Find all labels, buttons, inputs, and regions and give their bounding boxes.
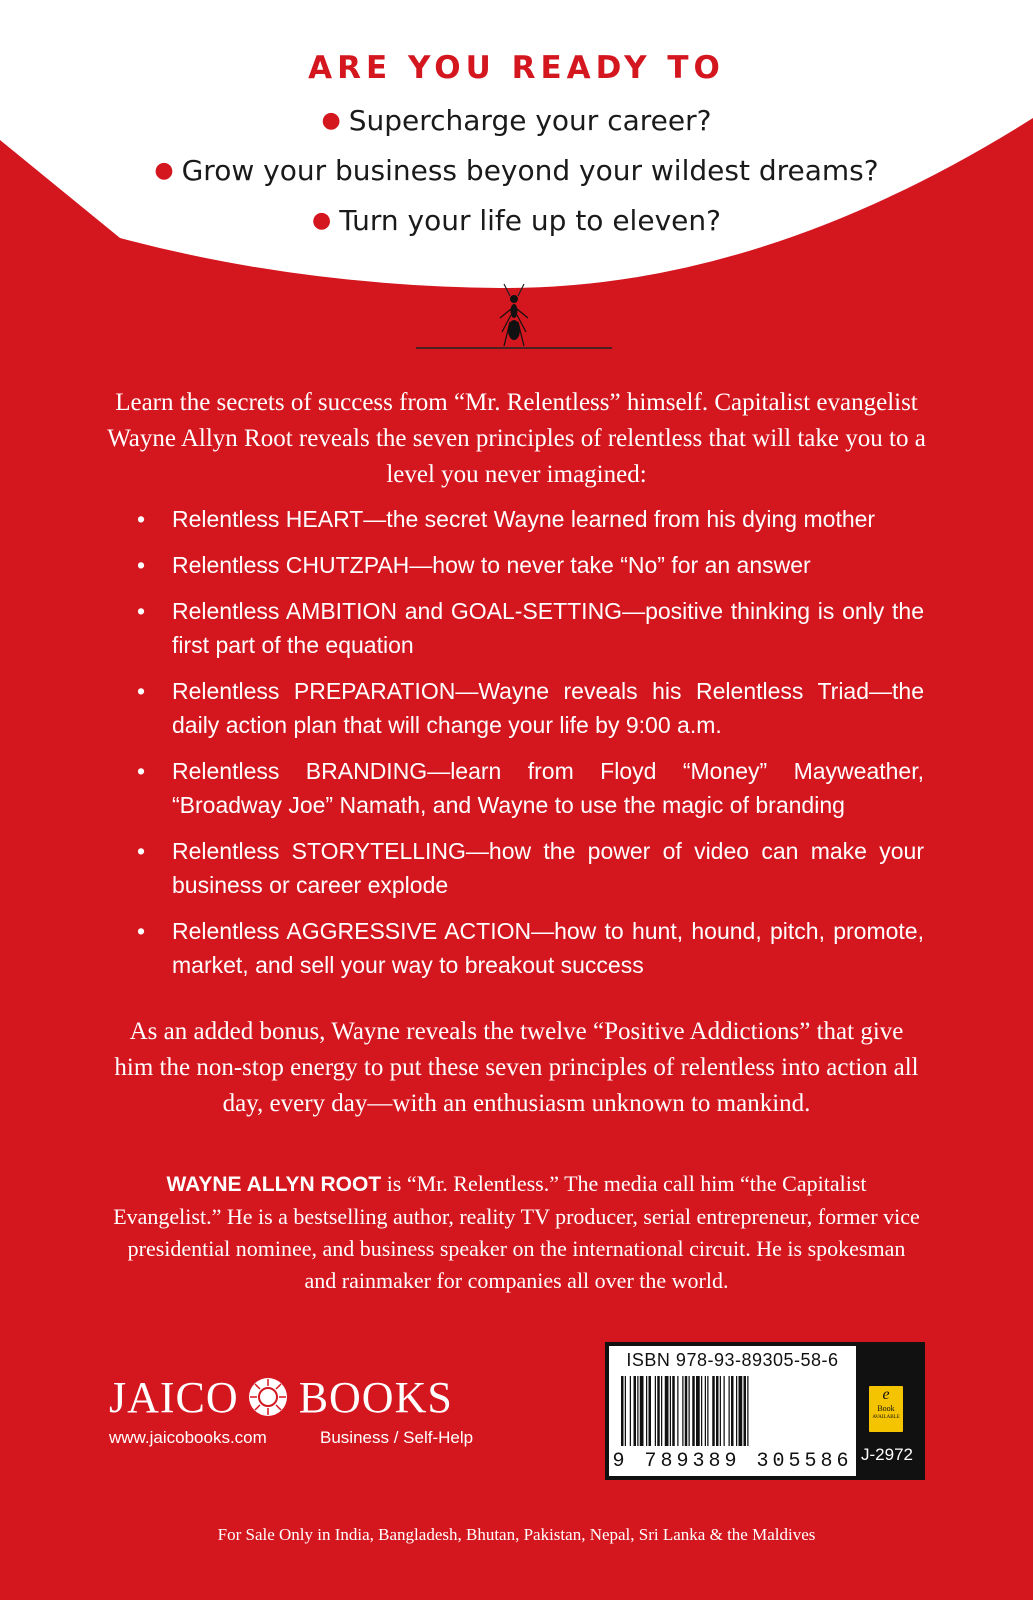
list-item: • Relentless STORYTELLING—how the power of video can make your business or career explode	[137, 838, 924, 898]
header-white-curve	[0, 0, 1033, 300]
ebook-available-icon: e Book AVAILABLE	[867, 1384, 905, 1434]
list-item: • Relentless AGGRESSIVE ACTION—how to hunt, hound, pitch, promote, market, and sell your way to breakout success	[137, 918, 924, 978]
barcode-panel	[605, 1342, 925, 1480]
header-title: ARE YOU READY TO	[308, 50, 725, 86]
barcode-icon	[621, 1376, 849, 1446]
list-item: • Relentless AMBITION and GOAL-SETTING—positive thinking is only the first part of the equation	[137, 598, 924, 658]
list-item: • Relentless CHUTZPAH—how to never take “No” for an answer	[137, 552, 811, 578]
question-3: ● Turn your life up to eleven?	[312, 204, 721, 237]
red-dot-icon: ●	[321, 108, 341, 133]
list-item: • Relentless BRANDING—learn from Floyd “Money” Mayweather, “Broadway Joe” Namath, and Wayne to use the magic of branding	[137, 758, 924, 818]
principles-list	[137, 502, 924, 994]
list-item: • Relentless HEART—the secret Wayne learned from his dying mother	[137, 506, 876, 532]
ant-illustration	[416, 282, 612, 354]
list-item: • Relentless PREPARATION—Wayne reveals his Relentless Triad—the daily action plan that will change your life by 9:00 a.m.	[137, 678, 924, 738]
catalog-code: J-2972	[861, 1445, 913, 1464]
intro-paragraph: Learn the secrets of success from “Mr. Relentless” himself. Capitalist evangelist Wayne Allyn Root reveals the seven principles of relentless that will take you to a level you never imagined:	[107, 389, 926, 488]
publisher-logo: JAICO BOOKS	[109, 1372, 453, 1422]
question-1: ● Supercharge your career?	[321, 104, 712, 137]
red-dot-icon: ●	[154, 158, 174, 183]
publisher-website: www.jaicobooks.com	[109, 1428, 267, 1447]
author-name: WAYNE ALLYN ROOT	[166, 1173, 382, 1196]
sale-territory-note: For Sale Only in India, Bangladesh, Bhutan, Pakistan, Nepal, Sri Lanka & the Maldives	[217, 1525, 816, 1544]
book-category: Business / Self-Help	[320, 1428, 474, 1447]
red-dot-icon: ●	[312, 208, 332, 233]
author-bio: WAYNE ALLYN ROOT is “Mr. Relentless.” The media call him “the Capitalist Evangelist.” He is a bestselling author, reality TV producer, serial entrepreneur, former vice presidential nominee, and business speaker on the international circuit. He is spokesman and rainmaker for companies all over the world.	[113, 1171, 920, 1293]
sun-logo-icon	[247, 1376, 289, 1418]
isbn-number: ISBN 978-93-89305-58-6	[626, 1350, 839, 1370]
question-2: ● Grow your business beyond your wildest dreams?	[154, 154, 879, 187]
bonus-paragraph: As an added bonus, Wayne reveals the twelve “Positive Addictions” that give him the non-stop energy to put these seven principles of relentless into action all day, every day—with an enthusiasm unknown to mankind.	[114, 1018, 919, 1117]
barcode-digits: 9 789389 305586	[612, 1450, 853, 1473]
